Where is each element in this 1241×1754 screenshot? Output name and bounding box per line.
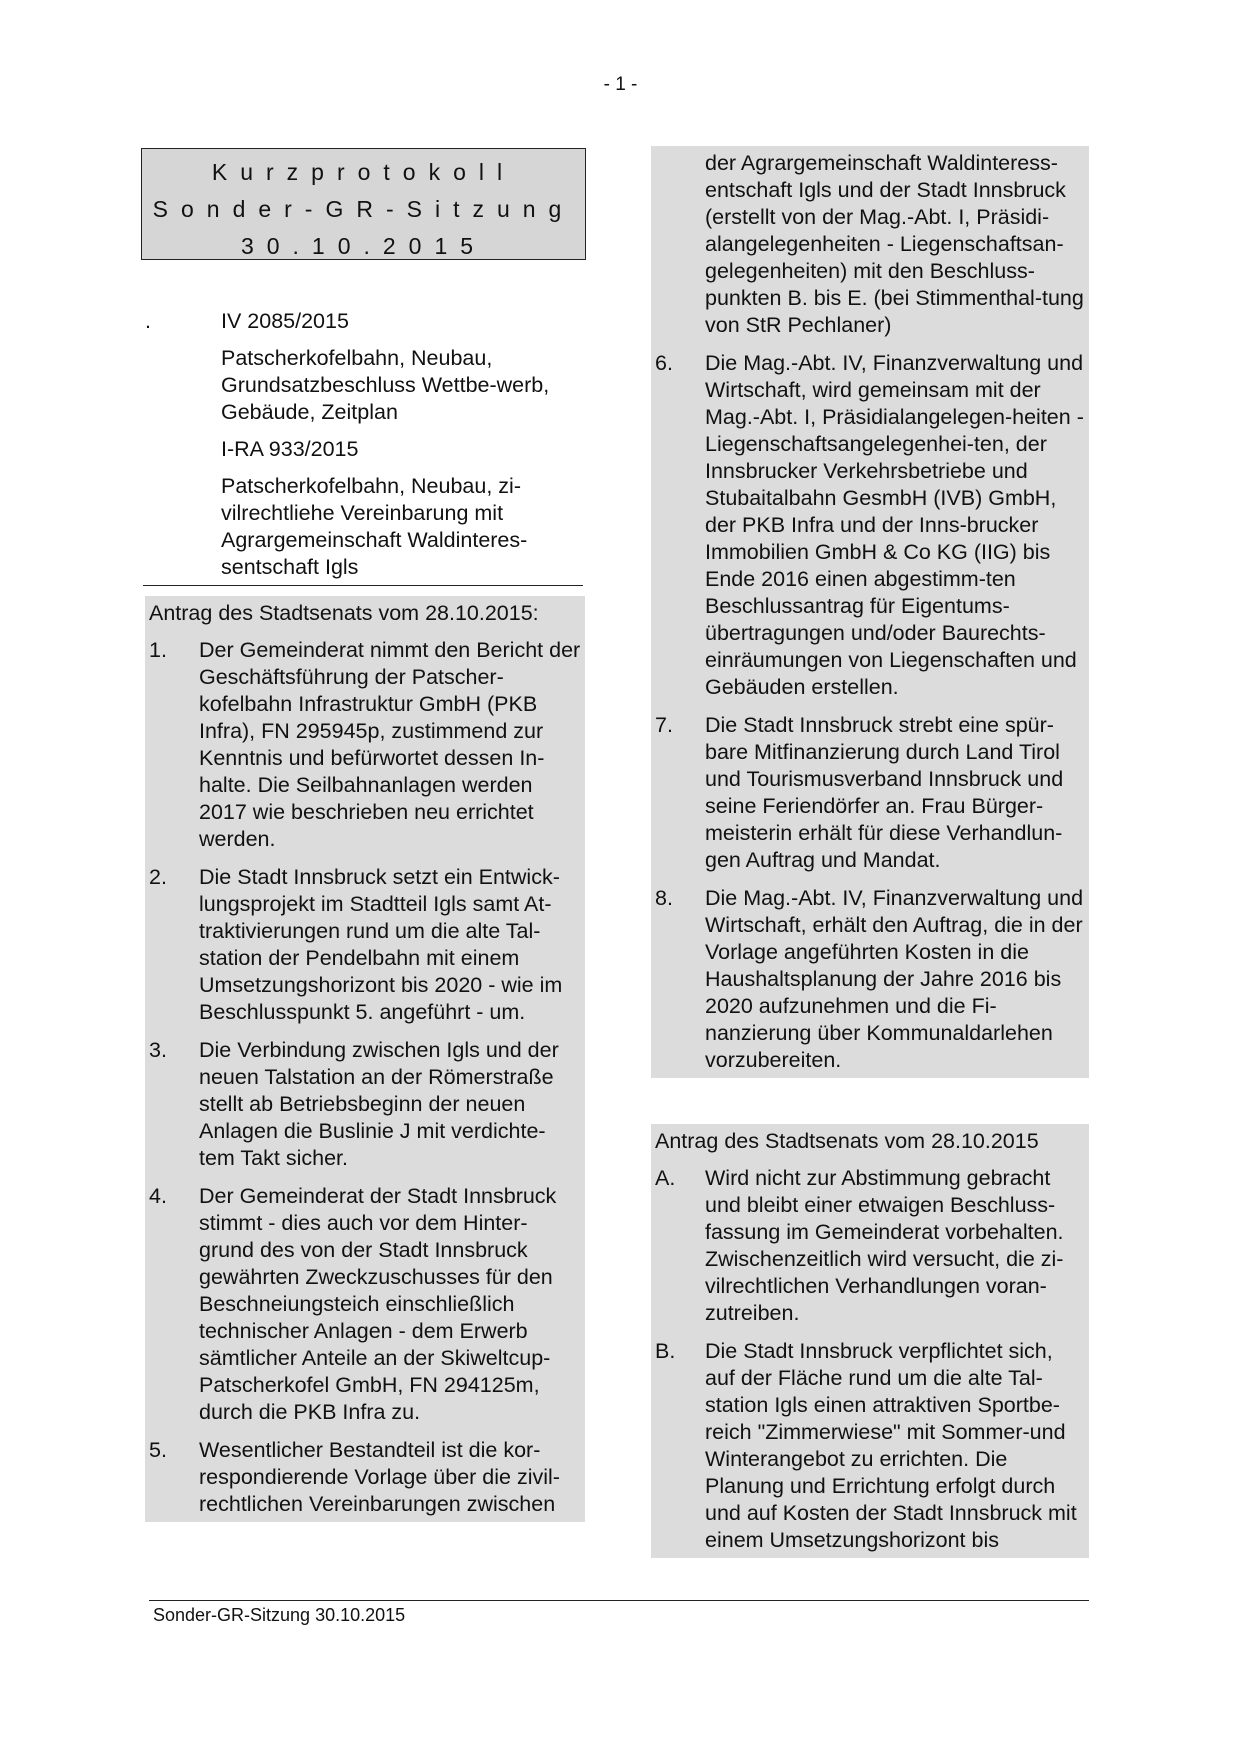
- list-item-number: 2.: [149, 865, 167, 889]
- list-item: [149, 1037, 581, 1172]
- list-item-number: 8.: [655, 886, 673, 910]
- footer-text: Sonder-GR-Sitzung 30.10.2015: [153, 1605, 406, 1625]
- list-item: [149, 1183, 581, 1426]
- right-column: [651, 146, 1089, 1558]
- list-item-number: 4.: [149, 1184, 167, 1208]
- title-line-session: Sonder-GR-Sitzung: [152, 196, 575, 222]
- antrag-section-1-continued: [651, 146, 1089, 1078]
- page-number: - 1 -: [603, 74, 638, 95]
- reference-subject-iv: Patscherkofelbahn, Neubau, Grundsatzbeschluss Wettbe-werb, Gebäude, Zeitplan: [221, 346, 550, 424]
- list-item: [655, 712, 1085, 874]
- list-item: [149, 864, 581, 1026]
- list-item-text: der Agrargemeinschaft Waldinteress-entschaft Igls und der Stadt Innsbruck (erstellt von der Mag.-Abt. I, Präsidi-alangelegenheiten - Liegenschaftsan-gelegenheiten) mit den Beschluss-punkten B. bis E. (bei Stimmenthal-tung von StR Pechlaner): [705, 151, 1084, 337]
- reference-number-ira: I-RA 933/2015: [221, 437, 359, 461]
- title-line-date: 30.10.2015: [240, 233, 487, 259]
- antrag-section-1: [145, 596, 585, 1522]
- list-item-number: 6.: [655, 351, 673, 375]
- list-item: [655, 885, 1085, 1074]
- list-item-text: Die Stadt Innsbruck strebt eine spür-bare Mitfinanzierung durch Land Tirol und Tourismusverband Innsbruck und seine Feriendörfer an. Frau Bürger-meisterin erhält für diese Verhandlun-gen Auftrag und Mandat.: [705, 713, 1064, 872]
- list-item-number: 3.: [149, 1038, 167, 1062]
- list-item-text: Wird nicht zur Abstimmung gebracht und bleibt einer etwaigen Beschluss-fassung im Gemeinderat vorbehalten. Zwischenzeitlich wird versucht, die zi-vilrechtlichen Verhandlungen voran-zutreiben.: [705, 1166, 1064, 1325]
- list-item-number: A.: [655, 1166, 676, 1190]
- list-item: [655, 1338, 1085, 1554]
- list-item: [149, 1437, 581, 1518]
- list-item-text: Die Stadt Innsbruck setzt ein Entwick-lungsprojekt im Stadtteil Igls samt At-traktivierungen rund um die alte Tal-station der Pendelbahn mit einem Umsetzungshorizont bis 2020 - wie im Beschlusspunkt 5. angeführt - um.: [199, 865, 563, 1024]
- list-item-text: Die Mag.-Abt. IV, Finanzverwaltung und Wirtschaft, erhält den Auftrag, die in der Vorlage angeführten Kosten in die Haushaltsplanung der Jahre 2016 bis 2020 aufzunehmen und die Fi-nanzierung über Kommunaldarlehen vorzubereiten.: [705, 886, 1084, 1072]
- list-item-number: B.: [655, 1339, 676, 1363]
- antrag-section-2: [651, 1124, 1089, 1558]
- list-item-text: Der Gemeinderat nimmt den Bericht der Geschäftsführung der Patscher-kofelbahn Infrastruktur GmbH (PKB Infra), FN 295945p, zustimmend zur Kenntnis und befürwortet dessen In-halte. Die Seilbahnanlagen werden 2017 wie beschrieben neu errichtet werden.: [199, 638, 581, 851]
- title-line-kurzprotokoll: Kurzprotokoll: [211, 159, 516, 185]
- left-column: [145, 308, 585, 1522]
- divider: [143, 585, 583, 586]
- list-item-text: Die Verbindung zwischen Igls und der neuen Talstation an der Römerstraße stellt ab Betriebsbeginn der neuen Anlagen die Buslinie J mit verdichte-tem Takt sicher.: [199, 1038, 559, 1170]
- antrag-title: Antrag des Stadtsenats vom 28.10.2015:: [149, 601, 539, 625]
- list-item-text: Wesentlicher Bestandteil ist die kor-respondierende Vorlage über die zivil-rechtlichen Vereinbarungen zwischen: [199, 1438, 560, 1516]
- list-item-continuation: [655, 150, 1085, 339]
- list-item-number: 1.: [149, 638, 167, 662]
- list-item-number: 5.: [149, 1438, 167, 1462]
- list-item-text: Die Mag.-Abt. IV, Finanzverwaltung und Wirtschaft, wird gemeinsam mit der Mag.-Abt. I, Präsidialangelegen-heiten - Liegenschaftsangelegenhei-ten, der Innsbrucker Verkehrsbetriebe und Stubaitalbahn GesmbH (IVB) GmbH, der PKB Infra und der Inns-brucker Immobilien GmbH & Co KG (IIG) bis Ende 2016 einen abgestimm-ten Beschlussantrag für Eigentums-übertragungen und/oder Baurechts-einräumungen von Liegenschaften und Gebäuden erstellen.: [705, 351, 1084, 699]
- reference-block: [145, 308, 585, 581]
- list-item-text: Die Stadt Innsbruck verpflichtet sich, auf der Fläche rund um die alte Tal-station Igls einen attraktiven Sportbe-reich "Zimmerwiese" mit Sommer-und Winterangebot zu errichten. Die Planung und Errichtung erfolgt durch und auf Kosten der Stadt Innsbruck mit einem Umsetzungshorizont bis: [705, 1339, 1077, 1552]
- footer-divider: [149, 1600, 1089, 1601]
- list-item: [655, 350, 1085, 701]
- list-item: [655, 1165, 1085, 1327]
- list-item-text: Der Gemeinderat der Stadt Innsbruck stimmt - dies auch vor dem Hinter-grund des von der Stadt Innsbruck gewährten Zweckzuschusses für den Beschneiungsteich einschließlich technischer Anlagen - dem Erwerb sämtlicher Anteile an der Skiweltcup-Patscherkofel GmbH, FN 294125m, durch die PKB Infra zu.: [199, 1184, 557, 1424]
- reference-bullet: .: [145, 309, 151, 333]
- list-item-number: 7.: [655, 713, 673, 737]
- list-item: [149, 637, 581, 853]
- title-box: [141, 148, 586, 260]
- reference-subject-ira: Patscherkofelbahn, Neubau, zi-vilrechtliehe Vereinbarung mit Agrargemeinschaft Waldinteres-sentschaft Igls: [221, 474, 528, 579]
- antrag-title: Antrag des Stadtsenats vom 28.10.2015: [655, 1129, 1039, 1153]
- reference-number-iv: IV 2085/2015: [221, 309, 349, 333]
